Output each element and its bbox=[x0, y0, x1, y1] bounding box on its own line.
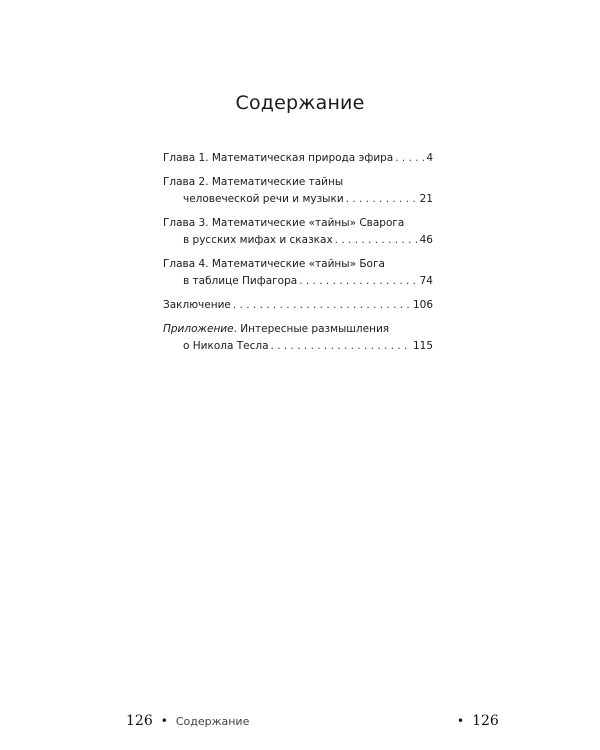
toc-entry-title-continued: человеческой речи и музыки bbox=[183, 193, 344, 205]
toc-entry-title-continued: в таблице Пифагора bbox=[183, 275, 298, 287]
footer-left bbox=[126, 713, 249, 729]
footer-section-label: Содержание bbox=[175, 715, 250, 728]
dot-leader bbox=[346, 191, 418, 208]
footer-page-number: 126 bbox=[126, 713, 153, 729]
toc-entry-chapter-2[interactable] bbox=[163, 174, 433, 208]
toc-entry-chapter-3[interactable] bbox=[163, 215, 433, 249]
table-of-contents bbox=[163, 150, 433, 362]
toc-entry-title-continued: в русских мифах и сказках bbox=[183, 234, 333, 246]
dot-leader bbox=[395, 150, 424, 167]
dot-leader bbox=[299, 273, 417, 290]
toc-line bbox=[163, 256, 433, 273]
toc-entry-title: Глава 4. Математические «тайны» Бога bbox=[163, 258, 385, 270]
footer-right bbox=[449, 713, 499, 729]
toc-line bbox=[163, 338, 433, 355]
toc-line bbox=[163, 191, 433, 208]
bullet-icon: • bbox=[457, 714, 465, 728]
toc-entry-title: Глава 1. Математическая природа эфира bbox=[163, 152, 394, 164]
toc-entry-appendix[interactable] bbox=[163, 321, 433, 355]
toc-line bbox=[163, 215, 433, 232]
toc-line bbox=[163, 273, 433, 290]
toc-entry-italic-prefix: Приложение bbox=[163, 323, 234, 335]
toc-entry-chapter-4[interactable] bbox=[163, 256, 433, 290]
dot-leader bbox=[335, 232, 418, 249]
toc-line bbox=[163, 174, 433, 191]
footer-page-number-right: 126 bbox=[472, 713, 499, 729]
toc-entry-chapter-1[interactable] bbox=[163, 150, 433, 167]
toc-entry-conclusion[interactable] bbox=[163, 297, 433, 314]
bullet-icon: • bbox=[160, 714, 168, 728]
toc-page-number: 74 bbox=[419, 275, 433, 287]
toc-line bbox=[163, 321, 433, 338]
toc-entry-title: Глава 2. Математические тайны bbox=[163, 176, 344, 188]
toc-page-number: 4 bbox=[426, 152, 433, 164]
toc-page-number: 106 bbox=[412, 299, 433, 311]
toc-entry-title: Глава 3. Математические «тайны» Сварога bbox=[163, 217, 405, 229]
toc-line bbox=[163, 232, 433, 249]
dot-leader bbox=[233, 297, 411, 314]
toc-entry-title: Заключение bbox=[163, 299, 231, 311]
toc-entry-title-continued: о Никола Тесла bbox=[183, 340, 269, 352]
page-title: Содержание bbox=[235, 92, 365, 114]
toc-line bbox=[163, 297, 433, 314]
toc-entry-title: . Интересные размышления bbox=[233, 323, 390, 335]
toc-page-number: 46 bbox=[419, 234, 433, 246]
toc-page-number: 115 bbox=[412, 340, 433, 352]
dot-leader bbox=[271, 338, 411, 355]
toc-line bbox=[163, 150, 433, 167]
toc-page-number: 21 bbox=[419, 193, 433, 205]
